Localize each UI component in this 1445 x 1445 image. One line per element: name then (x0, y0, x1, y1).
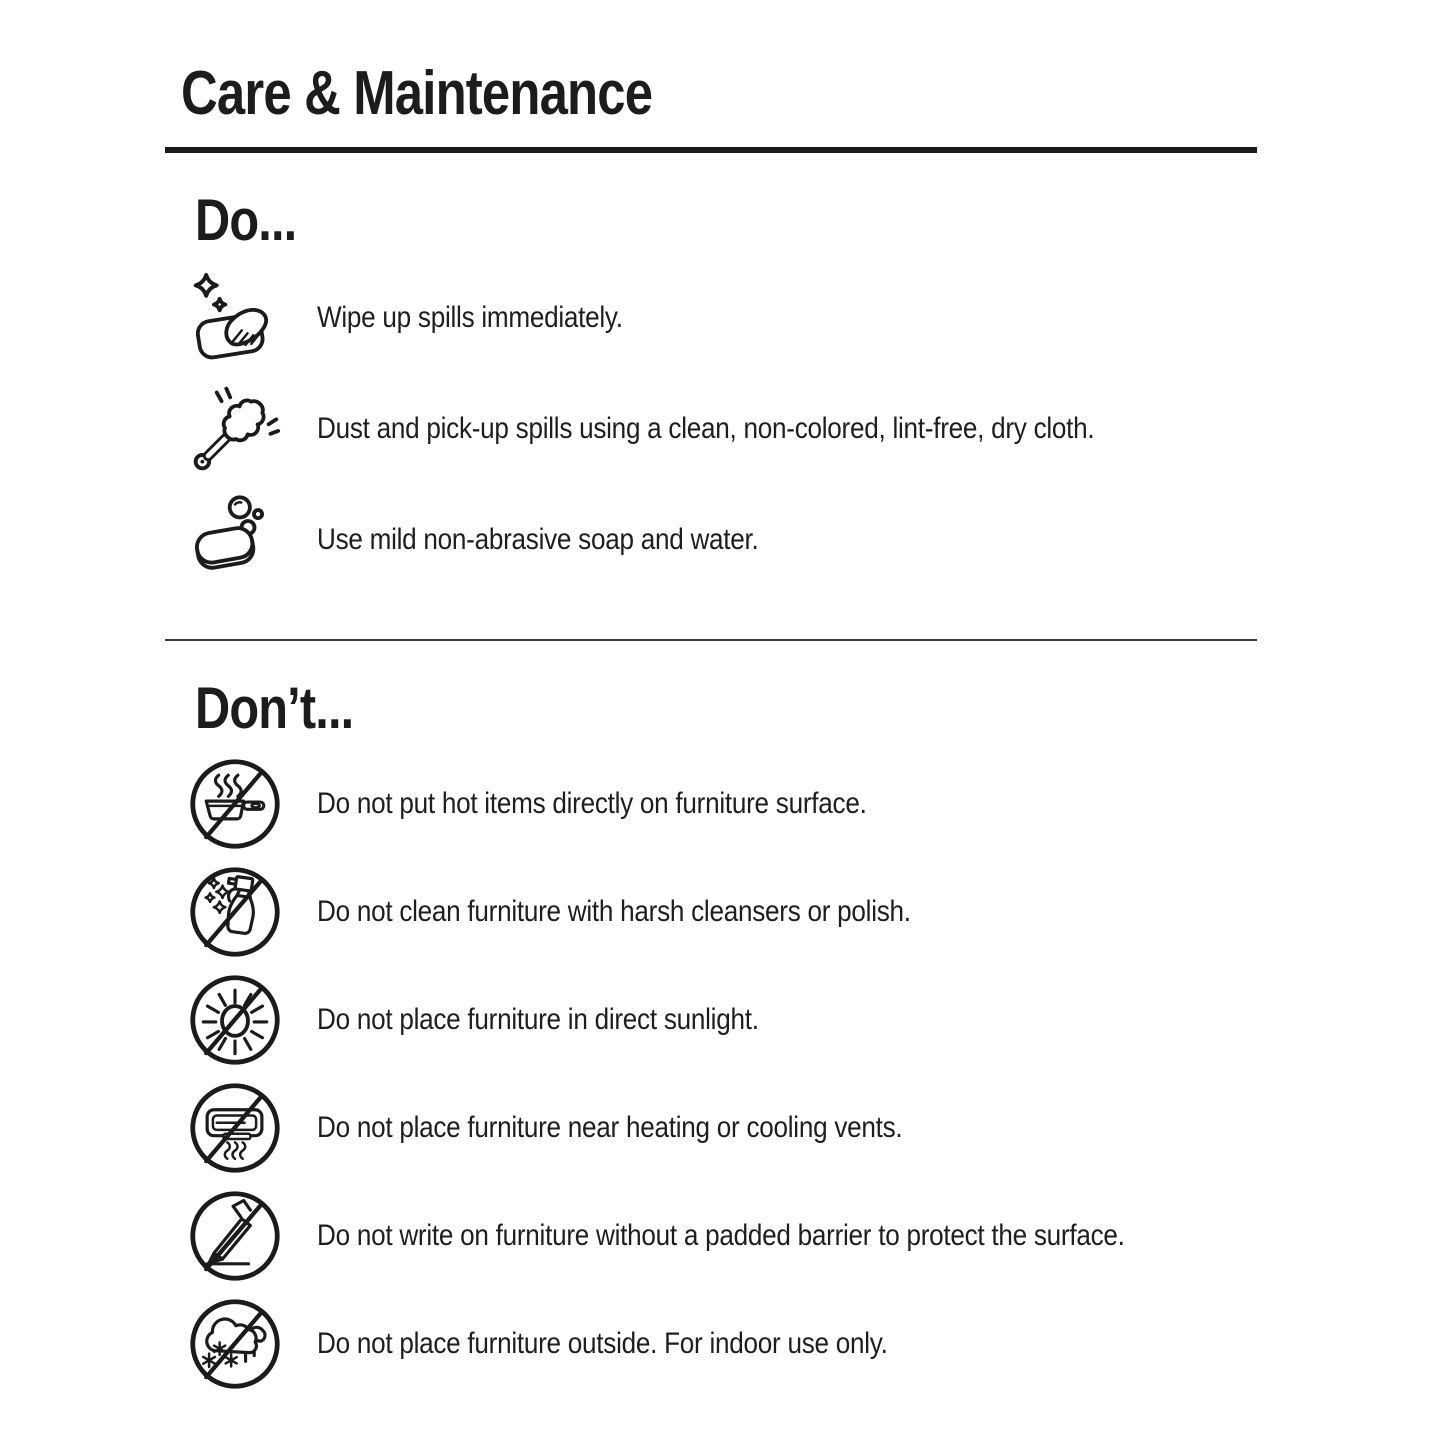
sheet-content (165, 58, 1257, 1398)
no-heating-vents-icon (187, 1080, 283, 1176)
no-writing-icon (187, 1188, 283, 1284)
care-instruction-text: Do not place furniture near heating or cooling vents. (317, 1111, 903, 1144)
item-icon-box (187, 492, 283, 588)
care-instruction-text: Dust and pick-up spills using a clean, non-colored, lint-free, dry cloth. (317, 411, 1095, 445)
no-outdoor-use-icon (187, 1296, 283, 1392)
page-title: Care & Maintenance (181, 59, 653, 128)
item-icon-box (187, 972, 283, 1068)
care-instruction-text: Use mild non-abrasive soap and water. (317, 522, 759, 556)
care-instruction-text: Do not place furniture in direct sunlight. (317, 1003, 759, 1036)
care-row-no-outdoor (165, 1290, 1257, 1398)
care-row-soap (165, 484, 1257, 595)
item-icon-box (187, 381, 283, 477)
care-row-dust (165, 373, 1257, 484)
wipe-hand-icon (187, 270, 283, 366)
dont-section (165, 675, 1257, 1398)
care-instruction-text: Do not write on furniture without a padded barrier to protect the surface. (317, 1219, 1125, 1252)
item-icon-box (187, 1188, 283, 1284)
care-instruction-text: Do not put hot items directly on furniture surface. (317, 787, 867, 820)
care-instruction-text: Do not clean furniture with harsh cleansers or polish. (317, 895, 911, 928)
no-harsh-cleansers-icon (187, 864, 283, 960)
do-heading: Do... (195, 188, 297, 253)
item-icon-box (187, 1296, 283, 1392)
care-instruction-text: Wipe up spills immediately. (317, 300, 623, 334)
feather-duster-icon (187, 381, 283, 477)
item-icon-box (187, 756, 283, 852)
soap-sponge-icon (187, 492, 283, 588)
care-row-no-writing (165, 1182, 1257, 1290)
item-icon-box (187, 270, 283, 366)
care-row-no-cleansers (165, 858, 1257, 966)
do-section (165, 187, 1257, 595)
item-icon-box (187, 1080, 283, 1176)
item-icon-box (187, 864, 283, 960)
care-row-wipe (165, 262, 1257, 373)
section-divider (165, 639, 1257, 641)
care-instruction-text: Do not place furniture outside. For indoor use only. (317, 1327, 888, 1360)
title-divider (165, 147, 1257, 153)
dont-heading: Don’t... (195, 676, 354, 741)
no-hot-items-icon (187, 756, 283, 852)
care-row-no-vents (165, 1074, 1257, 1182)
care-row-no-sunlight (165, 966, 1257, 1074)
care-row-no-hot (165, 750, 1257, 858)
no-direct-sunlight-icon (187, 972, 283, 1068)
